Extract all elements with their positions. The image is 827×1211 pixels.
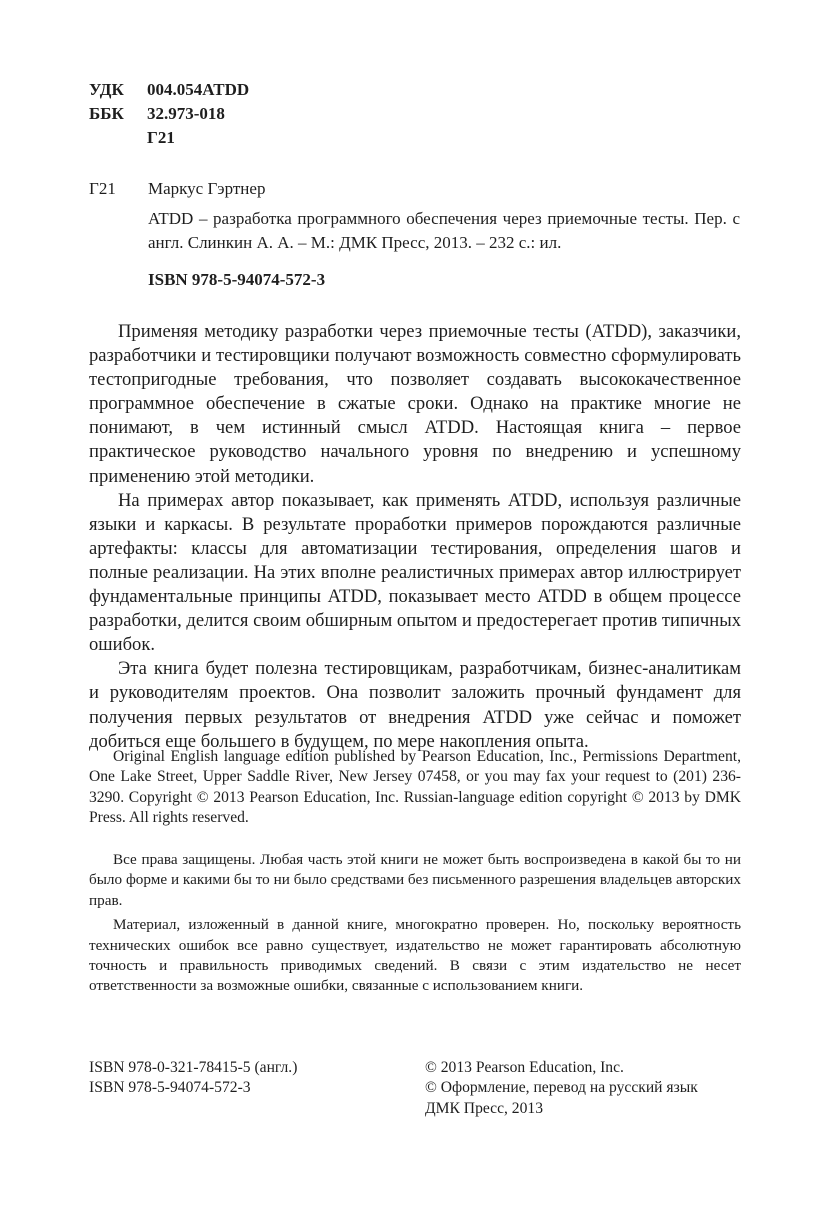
udk-value: 004.054ATDD [147, 80, 250, 99]
annotation-paragraph: Применяя методику разработки через приемочные тесты (ATDD), заказчики, разработчики и тестировщики получают возможность совместно сформулировать тестопригодные требования, что позволяет создавать высококачественное программное обеспечение в сжатые сроки. Однако на практике многие не понимают, в чем истинный смысл ATDD. Настоящая книга – первое практическое руководство начального уровня по внедрению и успешному применению этой методики. [89, 321, 741, 487]
footer-isbn-list [89, 1058, 297, 1099]
catalog-description: ATDD – разработка программного обеспечения через приемочные тесты. Пер. с англ. Слинкин А. А. – М.: ДМК Пресс, 2013. – 232 с.: ил. [148, 209, 740, 252]
footer-copyright-list [425, 1058, 698, 1119]
udk-label: УДК [89, 80, 124, 99]
rights-notice [89, 850, 741, 1001]
annotation [89, 320, 741, 754]
bbk-value: 32.973-018 [147, 104, 225, 123]
isbn-russian: ISBN 978-5-94074-572-3 [89, 1079, 251, 1097]
catalog-author: Маркус Гэртнер [148, 179, 266, 198]
classification-block [89, 78, 249, 150]
author-mark: Г21 [147, 128, 175, 147]
bbk-row [89, 102, 249, 126]
copyright-dmk: ДМК Пресс, 2013 [425, 1099, 543, 1117]
bbk-label: ББК [89, 104, 124, 123]
annotation-paragraph: На примерах автор показывает, как применять ATDD, используя различные языки и каркасы. В результате проработки примеров порождаются различные артефакты: классы для автоматизации тестирования, определения шагов и полные реализации. На этих вполне реалистичных примерах автор иллюстрирует фундаментальные принципы ATDD, показывает место ATDD в общем процессе разработки, делится своим обширным опытом и предостерегает против типичных ошибок. [89, 489, 741, 656]
isbn-english: ISBN 978-0-321-78415-5 (англ.) [89, 1059, 298, 1076]
rights-paragraph: Все права защищены. Любая часть этой книги не может быть воспроизведена в какой бы то ни было форме и какими бы то ни было средствами без письменного разрешения владельцев авторских прав. [89, 851, 741, 909]
author-mark-row [89, 126, 249, 150]
rights-paragraph: Материал, изложенный в данной книге, многократно проверен. Но, поскольку вероятность технических ошибок все равно существует, издательство не может гарантировать абсолютную точность и правильность приводимых сведений. В связи с этим издательство не несет ответственности за возможные ошибки, связанные с использованием книги. [89, 916, 741, 995]
catalog-code: Г21 [89, 179, 116, 198]
copyright-design: © Оформление, перевод на русский язык [425, 1079, 698, 1097]
english-copyright-notice: Original English language edition published by Pearson Education, Inc., Permissions Department, One Lake Street, Upper Saddle River, New Jersey 07458, or you may fax your request to (201) 236-3290. Copyright © 2013 Pearson Education, Inc. Russian-language edition copyright © 2013 by DMK Press. All rights reserved. [89, 748, 741, 826]
catalog-isbn: ISBN 978-5-94074-572-3 [148, 270, 326, 289]
annotation-paragraph: Эта книга будет полезна тестировщикам, разработчикам, бизнес-аналитикам и руководителям проектов. Она позволит заложить прочный фундамент для получения первых результатов от внедрения ATDD уже сейчас и поможет добиться еще большего в будущем, по мере накопления опыта. [89, 658, 741, 752]
udk-row [89, 78, 249, 102]
copyright-pearson: © 2013 Pearson Education, Inc. [425, 1059, 624, 1076]
